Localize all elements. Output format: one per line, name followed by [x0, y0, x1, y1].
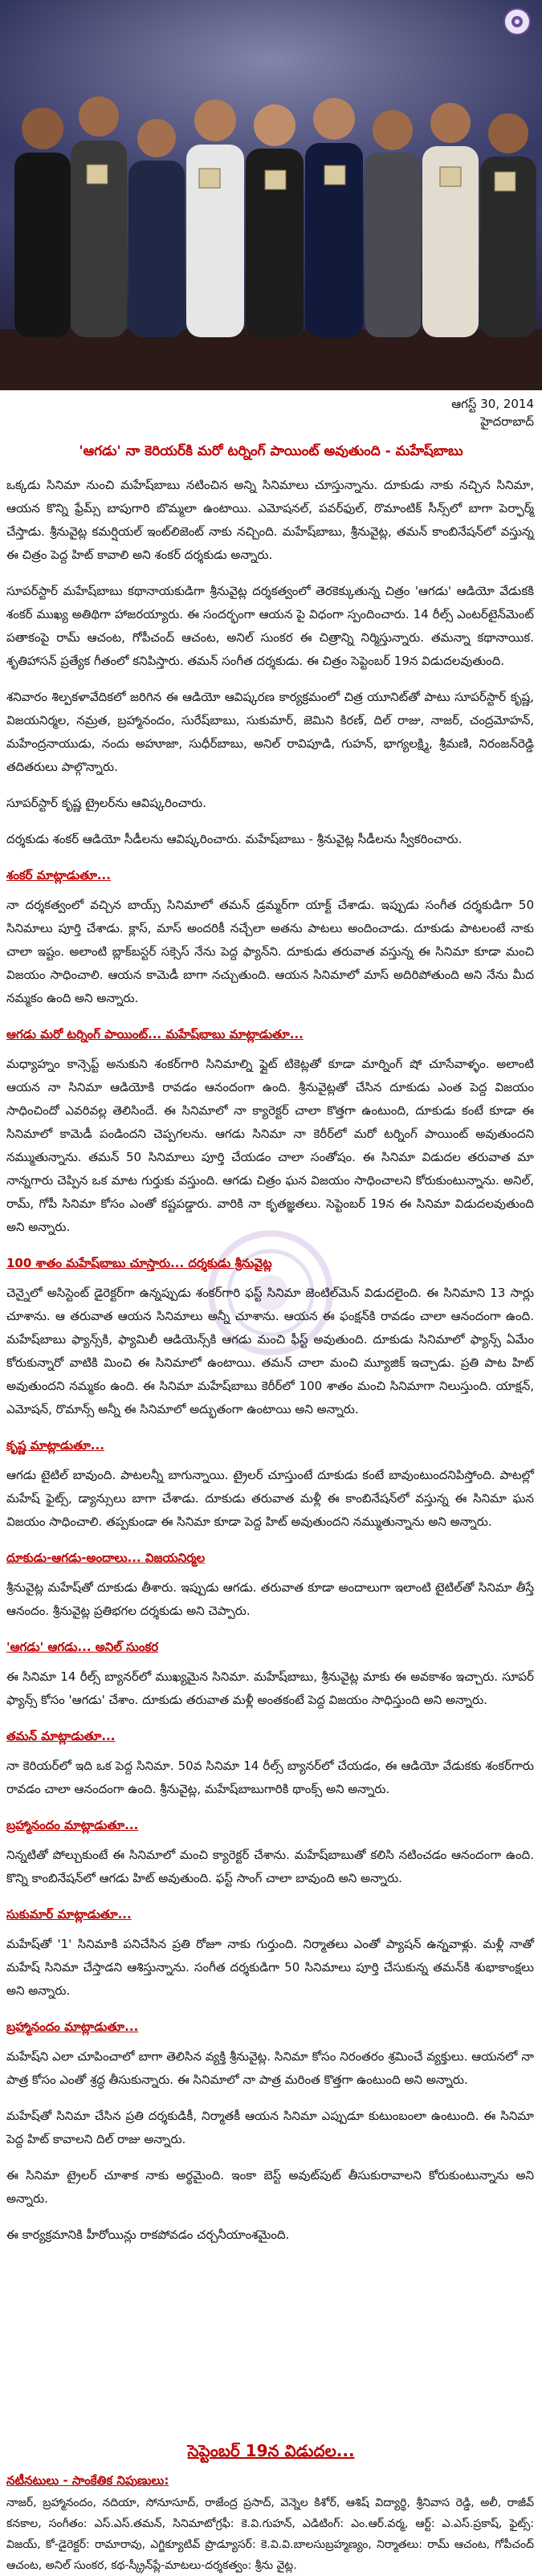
credits-text: నాజర్, బ్రహ్మానందం, నదియా, సోనూసూద్, రాజేంద్ర ప్రసాద్, వెన్నెల కిశోర్, ఆశిష్ విద్యార్థి, శ్రీనివాస రెడ్డి, అలీ, రాజీవ్ కనకాల, సంగీతం: ఎస్.ఎస్.తమన్, సినిమాటోగ్రఫీ: కె.వి.గుహన్, ఎడిటింగ్: ఎం.ఆర్.వర్మ, ఆర్ట్: ఎ.ఎస్.ప్రకాష్, ఫైట్స్: విజయ్, కో-డైరెక్టర్: రామారావు, ఎగ్జిక్యూటివ్ ప్రొడ్యూసర్: కె.వి.వి.బాలసుబ్రహ్మణ్యం, నిర్మాతలు: రామ్ ఆచంట, గోపీచంద్ ఆచంట, అనిల్ సుంకర, కథ-స్క్రీన్‌ప్లే-మాటలు-దర్శకత్వం: శ్రీను వైట్ల.	[6, 2497, 534, 2572]
section-heading: దూకుడు-ఆగడు-అందాలు... విజయనిర్మల	[6, 1551, 206, 1565]
section-heading: సుకుమార్ మాట్లాడుతూ...	[6, 1907, 132, 1922]
paragraph: మహేష్‌ని ఎలా చూపించాలో బాగా తెలిసిన వ్యక్తి శ్రీనువైట్ల. సినిమా కోసం నిరంతరం శ్రమించే వ్యక్తులు. ఆయనలో నా పాత్ర కోసం ఎంతో శ్రద్ధ తీసుకున్నారు. ఈ సినిమాలో నా పాత్ర మరింత కొత్తగా ఉంటుంది అని అన్నారు.	[6, 2049, 534, 2087]
paragraph: ఒక్కడు సినిమా నుంచి మహేష్‌బాబు నటించిన అన్ని సినిమాలు చూస్తున్నాను. దూకుడు నాకు నచ్చిన సినిమా, ఆయన కొన్ని ఫ్రేమ్స్ బాపుగారి బొమ్మలా ఉంటాయి. ఎమోషనల్, పవర్‌ఫుల్, రొమాంటిక్ సీన్స్‌లో బాగా పెర్ఫార్మ్ చేస్తాడు. శ్రీనువైట్ల కమర్షియల్ ఇంట్‌లిజెంట్ నాకు నచ్చింది. మహేష్‌బాబు, శ్రీనువైట్ల, తమన్ కాంబినేషన్‌లో వస్తున్న ఈ చిత్రం పెద్ద హిట్ కావాలి అని శంకర్ దర్శకుడు అన్నారు.	[6, 478, 534, 562]
section-heading: కృష్ణ మాట్లాడుతూ...	[6, 1438, 104, 1453]
section-heading: బ్రహ్మానందం మాట్లాడుతూ...	[6, 1818, 139, 1832]
paragraph: నిన్నటితో పోల్చుకుంటే ఈ సినిమాలో మంచి క్యారెక్టర్ చేశాను. మహేష్‌బాబుతో కలిసి నటించడం ఆనందంగా ఉంది. కొన్ని కాంబినేషన్‌లో ఆగడు హిట్ అవుతుంది. ఫస్ట్ సాంగ్ చాలా బావుంది అని అన్నారు.	[6, 1848, 534, 1885]
people-group	[14, 96, 536, 337]
paragraph: సూపర్‌స్టార్ కృష్ణ ట్రైలర్‌ను ఆవిష్కరించారు.	[6, 796, 207, 810]
paragraph: మహేష్‌తో '1' సినిమాకి పనిచేసిన ప్రతి రోజూ నాకు గుర్తుంది. నిర్మాతలు ఎంతో ప్యాషన్ ఉన్నవాళ్లు. మళ్లీ నాతో మహేష్ సినిమా చేస్తాడని ఆశిస్తున్నాను. సంగీత దర్శకుడిగా 50 సినిమాలు పూర్తి చేసుకున్న తమన్‌కి శుభాకాంక్షలు అని అన్నారు.	[6, 1937, 534, 1998]
article-date: ఆగస్ట్ 30, 2014	[451, 397, 534, 411]
section-heading: ఆగడు మరో టర్నింగ్ పాయింట్... మహేష్‌బాబు మాట్లాడుతూ...	[6, 1027, 304, 1041]
paragraph: శ్రీనువైట్ల మహేష్‌తో దూకుడు తీశారు. ఇప్పుడు ఆగడు. తరువాత కూడా అందాలుగా ఇలాంటి టైటిల్‌తో సినిమా తీస్తే ఆనందం. శ్రీనువైట్ల ప్రతిభగల దర్శకుడు అని చెప్పారు.	[6, 1580, 534, 1618]
section-thaman	[6, 1725, 534, 1801]
event-photo-illustration	[0, 0, 542, 390]
section-heading: 100 శాతం మహేష్‌బాబు చూస్తారు... దర్శకుడు శ్రీనువైట్ల	[6, 1256, 272, 1270]
credits-title: నటీనటులు - సాంకేతిక నిపుణులు:	[6, 2473, 169, 2488]
section-heading: తమన్ మాట్లాడుతూ...	[6, 1729, 116, 1743]
section-heading: 'ఆగడు' ఆగడు... అనిల్ సుంకర	[6, 1640, 159, 1654]
section-sukumar	[6, 1903, 534, 2003]
article-place: హైదరాబాద్	[480, 414, 534, 429]
section-mahesh	[6, 1023, 534, 1239]
paragraph: నా దర్శకత్వంలో వచ్చిన బాయ్స్ సినిమాలో తమన్ డ్రమ్మర్‌గా యాక్ట్ చేశాడు. ఇప్పుడు సంగీత దర్శకుడిగా 50 సినిమాలు పూర్తి చేశాడు. క్లాస్, మాస్ అందరికీ నచ్చేలా అతను పాటలు అందించాడు. దూకుడు పాటలంటే నాకు చాలా ఇష్టం. అలాంటి బ్లాక్‌బస్టర్ సక్సెస్ నేను పెద్ద ఫ్యాన్‌ని. దూకుడు తరువాత వస్తున్న ఈ సినిమా కూడా మంచి విజయం సాధించాలి. ఆయన కామెడీ బాగా నచ్చుతుంది. ఆయన సినిమాలో మాస్ అదిరిపోతుంది అని నేను మీద నమ్మకం ఉంది అని అన్నారు.	[6, 898, 534, 1005]
section-heading: బ్రహ్మానందం మాట్లాడుతూ...	[6, 2020, 139, 2034]
section-vijaya-nirmala	[6, 1547, 534, 1623]
paragraph: మహేష్‌తో సినిమా చేసిన ప్రతి దర్శకుడికీ, నిర్మాతకీ ఆయన సినిమా ఎప్పుడూ కుటుంబంలా ఉంటుంది. ఈ సినిమా పెద్ద హిట్ కావాలని దిల్ రాజు అన్నారు.	[6, 2109, 534, 2146]
article-body	[6, 474, 534, 2260]
paragraph: ఆగడు టైటిల్ బావుంది. పాటలన్నీ బాగున్నాయి. ట్రైలర్ చూస్తుంటే దూకుడు కంటే బావుంటుందనిపిస్తోంది. పాటల్లో మహేష్ ఫైట్స్, డ్యాన్సులు బాగా చేశాడు. దూకుడు తరువాత మళ్లీ ఈ కాంబినేషన్‌లో వస్తున్న ఈ సినిమా ఘన విజయం సాధించాలి. తప్పకుండా ఈ సినిమా కూడా పెద్ద హిట్ అవుతుందని నమ్ముతున్నాను అని అన్నారు.	[6, 1468, 534, 1529]
paragraph: ఈ సినిమా 14 రీల్స్ బ్యానర్‌లో ముఖ్యమైన సినిమా. మహేష్‌బాబు, శ్రీనువైట్ల మాకు ఈ అవకాశం ఇచ్చారు. సూపర్ ఫ్యాన్స్ కోసం 'ఆగడు' చేశాం. దూకుడు తరువాత మళ్లీ అంతకంటే పెద్ద విజయం సాధిస్తుంది అని అన్నారు.	[6, 1669, 534, 1707]
release-heading: సెప్టెంబర్ 19న విడుదల...	[187, 2441, 355, 2460]
event-photo	[0, 0, 542, 390]
paragraph: ఈ కార్యక్రమానికి హీరోయిన్లు రాకపోవడం చర్చనీయాంశమైంది.	[6, 2228, 290, 2242]
paragraph: శనివారం శిల్పకళావేదికలో జరిగిన ఈ ఆడియో ఆవిష్కరణ కార్యక్రమంలో చిత్ర యూనిట్‌తో పాటు సూపర్‌స్టార్ కృష్ణ, విజయనిర్మల, నమ్రత, బ్రహ్మానందం, సురేష్‌బాబు, సుకుమార్, జెమిని కిరణ్, దిల్ రాజు, నాజర్, చంద్రమోహన్, మహేంద్రనాయుడు, నందు అహూజా, సుధీర్‌బాబు, అనిల్ రావిపూడి, గుహన్, భాగ్యలక్ష్మి, శ్రీమణి, నిరంజన్‌రెడ్డి తదితరులు పాల్గొన్నారు.	[6, 690, 534, 774]
section-closing	[6, 2016, 534, 2247]
section-krishna	[6, 1434, 534, 1534]
camera-logo-icon	[503, 8, 531, 35]
paragraph: సూపర్‌స్టార్ మహేష్‌బాబు కథానాయకుడిగా శ్రీనువైట్ల దర్శకత్వంలో తెరకెక్కుతున్న చిత్రం 'ఆగడు' ఆడియో వేడుకకి శంకర్ ముఖ్య అతిథిగా హాజరయ్యారు. ఈ సందర్భంగా ఆయన పై విధంగా స్పందించారు. 14 రీల్స్ ఎంటర్‌టైన్‌మెంట్ పతాకంపై రామ్ ఆచంట, గోపీచంద్ ఆచంట, అనిల్ సుంకర ఈ చిత్రాన్ని నిర్మిస్తున్నారు. తమన్నా కథానాయిక. శృతిహాసన్ ప్రత్యేక గీతంలో కనిపిస్తారు. తమన్ సంగీత దర్శకుడు. ఈ చిత్రం సెప్టెంబర్ 19న విడుదలవుతుంది.	[6, 584, 534, 668]
paragraph: చెన్నైలో అసిస్టెంట్ డైరెక్టర్‌గా ఉన్నప్పుడు శంకర్‌గారి ఫస్ట్ సినిమా జెంటిల్‌మెన్ విడుదలైంది. ఈ సినిమాని 13 సార్లు చూశాను. ఆ తరువాత ఆయన సినిమాలు అన్నీ చూశాను. ఆయన ఈ ఫంక్షన్‌కి రావడం చాలా ఆనందంగా ఉంది. మహేష్‌బాబు ఫ్యాన్స్‌కి, ఫ్యామిలీ ఆడియెన్స్‌కి ఆగడు మంచి ఫీస్ట్ అవుతుంది. దూకుడు సినిమాలో ఫ్యాన్స్ ఏమేం కోరుకున్నారో వాటికి మించి ఈ సినిమాలో ఉంటాయి. తమన్ చాలా మంచి మ్యూజిక్ ఇచ్చాడు. ప్రతి పాట హిట్ అవుతుందని నమ్మకం ఉంది. ఈ సినిమా మహేష్‌బాబు కెరీర్‌లో 100 శాతం మంచి సినిమాగా నిలుస్తుంది. యాక్షన్, ఎమోషన్, రొమాన్స్ అన్నీ ఈ సినిమాలో అద్భుతంగా ఉంటాయి అని అన్నారు.	[6, 1286, 534, 1416]
section-srinu-vaitla	[6, 1252, 534, 1421]
paragraph: నా కెరియర్‌లో ఇది ఒక పెద్ద సినిమా. 50వ సినిమా 14 రీల్స్ బ్యానర్‌లో చేయడం, ఈ ఆడియో వేడుకకు శంకర్‌గారు రావడం చాలా ఆనందంగా ఉంది. శ్రీనువైట్ల, మహేష్‌బాబుగారికి థాంక్స్ అని అన్నారు.	[6, 1759, 534, 1796]
dateline	[451, 395, 534, 430]
section-brahmanandam	[6, 1814, 534, 1890]
section-shankar	[6, 864, 534, 1010]
article-headline: 'ఆగడు' నా కెరియర్‌కి మరో టర్నింగ్ పాయింట్ అవుతుంది - మహేష్‌బాబు	[79, 443, 463, 459]
paragraph: దర్శకుడు శంకర్ ఆడియో సీడీలను ఆవిష్కరించారు. మహేష్‌బాబు - శ్రీనువైట్ల సీడీలను స్వీకరించారు.	[6, 832, 463, 846]
intro-block	[6, 474, 534, 851]
paragraph: మధ్యాహ్నం కాన్సెప్ట్ అనుకుని శంకర్‌గారి సినిమాల్ని ఫ్లైట్ టికెట్లతో కూడా మార్నింగ్ షో చూసేవాళ్ళం. అలాంటి ఆయన నా సినిమా ఆడియోకి రావడం ఆనందంగా ఉంది. శ్రీనువైట్లతో చేసిన దూకుడు ఎంత పెద్ద విజయం సాధించిందో ఎవరివల్ల తెలిసిందే. ఈ సినిమాలో నా క్యారెక్టర్ చాలా కొత్తగా ఉంటుంది, దూకుడు కంటే కూడా ఈ సినిమాలో కామెడీ పండిందని చెప్పగలను. ఆగడు సినిమా నా కెరీర్‌లో మరో టర్నింగ్ పాయింట్ అవుతుందని నమ్ముతున్నాను. తమన్ 50 సినిమాలు పూర్తి చేయడం చాలా సంతోషం. ఈ సినిమా విడుదల తరువాత మా నాన్నగారు చెప్పిన ఒక మాట గుర్తుకు వస్తుంది. ఆగడు చిత్రం ఘన విజయం సాధించాలని కోరుకుంటున్నాను. అనిల్, రామ్, గోపీ సినిమా కోసం ఎంతో కష్టపడ్డారు. వారికి నా కృతజ్ఞతలు. సెప్టెంబర్ 19న ఈ సినిమా విడుదలవుతుంది అని అన్నారు.	[6, 1057, 534, 1234]
section-anil-sunkara	[6, 1636, 534, 1712]
paragraph: ఈ సినిమా ట్రైలర్ చూశాక నాకు అర్థమైంది. ఇంకా బెస్ట్ అవుట్‌పుట్ తీసుకురావాలని కోరుకుంటున్నాను అని అన్నారు.	[6, 2168, 534, 2206]
section-heading: శంకర్ మాట్లాడుతూ...	[6, 868, 111, 882]
